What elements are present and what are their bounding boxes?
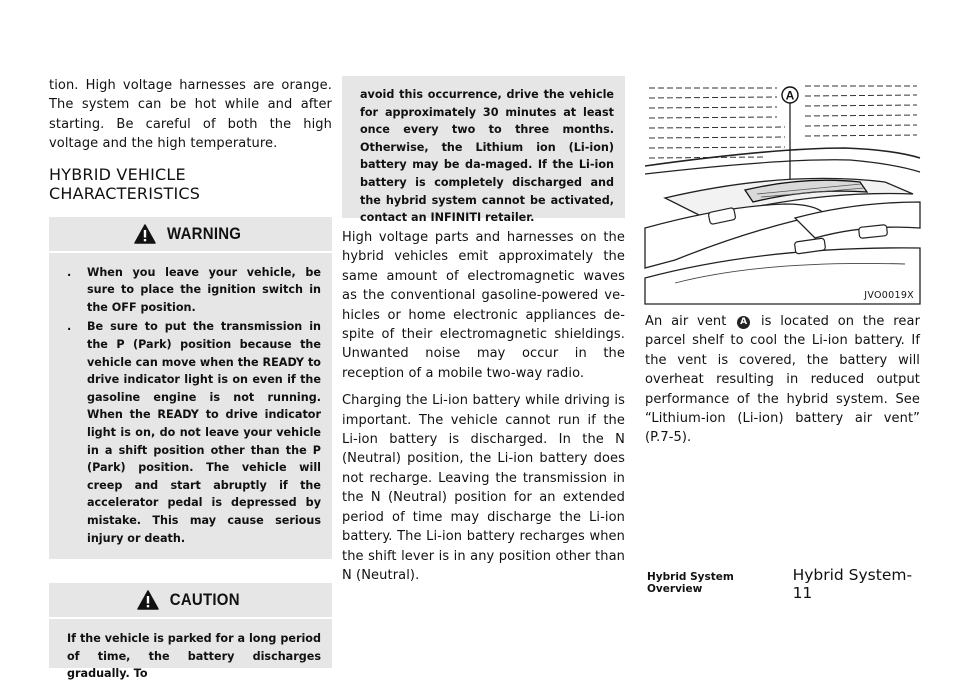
caution-continued-box	[342, 76, 625, 225]
page-number: Hybrid System-11	[792, 566, 913, 602]
column-middle	[342, 76, 625, 585]
list-item	[67, 318, 321, 547]
air-vent-text-rest: is located on the rear parcel shelf to cool the Li-ion battery. If the vent is covered, the battery will overheat resulting in reduced output performance of the hybrid system. See “Lithium-ion (Li-ion) battery air vent” (P.7-5).	[645, 314, 921, 446]
section-heading: HYBRID VEHICLE CHARACTERISTICS	[49, 164, 201, 203]
air-vent-figure	[645, 78, 920, 304]
caution-label: CAUTION	[169, 590, 240, 610]
caution-text: If the vehicle is parked for a long period of time, the battery discharges gradually. To	[67, 632, 321, 681]
bullet: .	[67, 320, 72, 334]
figure-code: JVO0019X	[864, 290, 914, 301]
electromagnetic-paragraph: High voltage parts and harnesses on the hybrid vehicles emit approximately the same amount of electromagnetic waves as the conventional gasoline-powered ve-hicles or home electronic appliances de-spite of their electromagnetic shieldings. Unwanted noise may occur in the reception of a mobile two-way radio.	[342, 230, 625, 381]
figure-callout: A	[785, 88, 795, 103]
air-vent-paragraph	[645, 312, 920, 448]
warning-item-1: When you leave your vehicle, be sure to place the ignition switch in the OFF position.	[87, 265, 321, 314]
warning-header	[49, 217, 332, 251]
air-vent-text-start: An air vent	[645, 314, 727, 329]
caution-continued-text: avoid this occurrence, drive the vehicle for approximately 30 minutes at least once every two to three months. Otherwise, the Lithium ion (Li-ion) battery may be da-maged. If the Li-ion battery is completely discharged and the hybrid system cannot be activated, contact an INFINITI retailer.	[360, 88, 614, 225]
warning-list	[67, 264, 321, 548]
footer-section-title: Hybrid System Overview	[647, 571, 734, 595]
warning-label: WARNING	[167, 223, 242, 243]
callout-a-marker: A	[737, 316, 750, 329]
warning-box	[49, 253, 332, 560]
intro-paragraph: tion. High voltage harnesses are orange. The system can be hot while and after starting. Be careful of both the high voltage and the high temperature.	[49, 78, 332, 152]
warning-triangle-icon	[134, 224, 156, 244]
list-item	[67, 264, 321, 317]
column-right	[645, 78, 920, 448]
charging-paragraph: Charging the Li-ion battery while driving is important. The vehicle cannot run if the Li-ion battery is discharged. In the N (Neutral) position, the Li-ion battery does not recharge. Leaving the transmission in the N (Neutral) position for an extended period of time may discharge the Li-ion battery. The Li-ion battery recharges when the shift lever is in any position other than N (Neutral).	[342, 393, 625, 583]
page-footer	[647, 566, 922, 602]
rear-parcel-shelf-illustration	[645, 78, 920, 304]
caution-header	[49, 583, 332, 617]
bullet: .	[67, 265, 72, 279]
warning-item-2: Be sure to put the transmission in the P (Park) position because the vehicle can move when the READY to drive indicator light is on even if the gasoline engine is not running. When the READY to drive indicator light is on, do not leave your vehicle in a shift position other than the P (Park) position. The vehicle will creep and start abruptly if the accelerator pedal is depressed by mistake. This may cause serious injury or death.	[87, 320, 321, 545]
caution-box	[49, 619, 332, 681]
column-left	[49, 76, 332, 681]
caution-triangle-icon	[137, 590, 159, 610]
